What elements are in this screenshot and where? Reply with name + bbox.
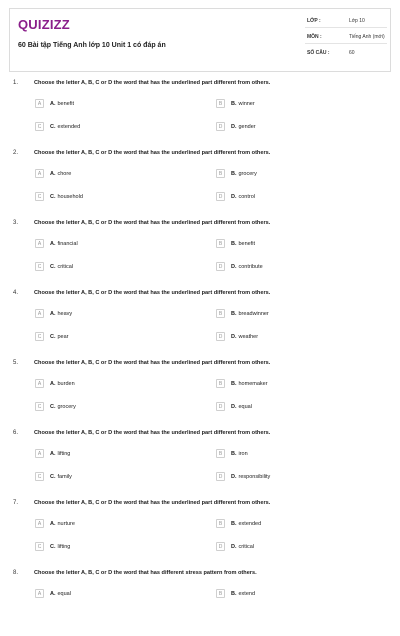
option-letter: D.: [231, 123, 237, 130]
meta-count: [305, 45, 387, 59]
option-checkbox[interactable]: A: [35, 379, 44, 388]
option-text: grocery: [57, 403, 76, 410]
question-number: 1.: [13, 80, 19, 86]
option-checkbox[interactable]: D: [216, 402, 225, 411]
option-letter: D.: [231, 403, 237, 410]
option-letter: B.: [231, 380, 237, 387]
option-checkbox[interactable]: B: [216, 379, 225, 388]
option-checkbox[interactable]: B: [216, 589, 225, 598]
answer-option[interactable]: [216, 472, 376, 484]
option-label: [231, 404, 252, 410]
option-label: [231, 521, 261, 527]
option-checkbox[interactable]: B: [216, 519, 225, 528]
question-item: [0, 566, 400, 636]
meta-subject: [305, 29, 387, 44]
question-item: [0, 146, 400, 216]
option-label: [231, 241, 255, 247]
meta-count-key: SỐ CÂU :: [307, 50, 330, 56]
option-label: [50, 101, 74, 107]
option-text: homemaker: [238, 380, 268, 387]
option-checkbox[interactable]: A: [35, 519, 44, 528]
option-checkbox[interactable]: D: [216, 192, 225, 201]
option-letter: A.: [50, 170, 56, 177]
option-checkbox[interactable]: C: [35, 122, 44, 131]
option-label: [50, 124, 80, 130]
option-letter: A.: [50, 520, 56, 527]
option-letter: B.: [231, 590, 237, 597]
answer-option[interactable]: [216, 379, 376, 391]
question-text: Choose the letter A, B, C or D the word that has the underlined part different from others.: [34, 500, 271, 506]
answer-option[interactable]: [35, 309, 195, 321]
question-number: 4.: [13, 290, 19, 296]
option-text: control: [238, 193, 256, 200]
option-text: critical: [57, 263, 74, 270]
option-label: [50, 171, 71, 177]
answer-option[interactable]: [35, 192, 195, 204]
question-text: Choose the letter A, B, C or D the word that has different stress pattern from others.: [34, 570, 257, 576]
option-label: [50, 544, 70, 550]
option-label: [231, 101, 255, 107]
answer-option[interactable]: [35, 449, 195, 461]
answer-option[interactable]: [35, 589, 195, 601]
question-item: [0, 496, 400, 566]
option-checkbox[interactable]: A: [35, 169, 44, 178]
option-checkbox[interactable]: A: [35, 309, 44, 318]
option-text: nurture: [57, 520, 75, 527]
answer-option[interactable]: [216, 542, 376, 554]
option-checkbox[interactable]: C: [35, 402, 44, 411]
option-label: [50, 311, 72, 317]
option-checkbox[interactable]: A: [35, 239, 44, 248]
option-label: [50, 241, 78, 247]
answer-option[interactable]: [35, 379, 195, 391]
worksheet-header: [9, 8, 391, 72]
option-checkbox[interactable]: D: [216, 122, 225, 131]
option-text: burden: [57, 380, 75, 387]
option-letter: B.: [231, 100, 237, 107]
option-checkbox[interactable]: B: [216, 239, 225, 248]
option-text: lifting: [57, 450, 71, 457]
option-text: financial: [57, 240, 78, 247]
question-item: [0, 426, 400, 496]
meta-subject-value: Tiếng Anh (mới): [349, 34, 385, 40]
answer-option[interactable]: [216, 262, 376, 274]
option-text: pear: [57, 333, 69, 340]
answer-option[interactable]: [216, 332, 376, 344]
question-text: Choose the letter A, B, C or D the word that has the underlined part different from others.: [34, 80, 271, 86]
option-text: critical: [238, 543, 255, 550]
option-letter: C.: [50, 193, 56, 200]
answer-option[interactable]: [216, 449, 376, 461]
question-item: [0, 286, 400, 356]
option-letter: B.: [231, 310, 237, 317]
answer-option[interactable]: [35, 332, 195, 344]
option-text: iron: [238, 450, 248, 457]
option-letter: A.: [50, 240, 56, 247]
answer-option[interactable]: [216, 169, 376, 181]
option-checkbox[interactable]: C: [35, 472, 44, 481]
option-label: [231, 264, 263, 270]
quizizz-logo: QUIZIZZ: [18, 17, 70, 32]
option-label: [50, 521, 75, 527]
option-letter: A.: [50, 100, 56, 107]
option-text: benefit: [238, 240, 256, 247]
answer-option[interactable]: [216, 519, 376, 531]
option-checkbox[interactable]: D: [216, 332, 225, 341]
option-letter: B.: [231, 240, 237, 247]
meta-grade: [305, 13, 387, 28]
option-label: [50, 474, 72, 480]
answer-option[interactable]: [35, 262, 195, 274]
option-text: household: [57, 193, 83, 200]
option-text: chore: [57, 170, 72, 177]
question-number: 8.: [13, 570, 19, 576]
answer-option[interactable]: [35, 169, 195, 181]
question-number: 3.: [13, 220, 19, 226]
option-letter: D.: [231, 263, 237, 270]
option-letter: C.: [50, 543, 56, 550]
question-item: [0, 76, 400, 146]
option-letter: D.: [231, 543, 237, 550]
answer-option[interactable]: [35, 472, 195, 484]
answer-option[interactable]: [35, 402, 195, 414]
option-label: [50, 591, 71, 597]
option-label: [231, 334, 258, 340]
question-item: [0, 216, 400, 286]
option-text: heavy: [57, 310, 73, 317]
question-text: Choose the letter A, B, C or D the word that has the underlined part different from others.: [34, 290, 271, 296]
worksheet-title: 60 Bài tập Tiếng Anh lớp 10 Unit 1 có đáp án: [18, 42, 166, 49]
option-text: breadwinner: [238, 310, 269, 317]
option-label: [50, 334, 69, 340]
option-checkbox[interactable]: D: [216, 262, 225, 271]
option-text: benefit: [57, 100, 75, 107]
option-text: extended: [238, 520, 262, 527]
question-text: Choose the letter A, B, C or D the word that has the underlined part different from others.: [34, 220, 271, 226]
option-letter: C.: [50, 333, 56, 340]
option-checkbox[interactable]: B: [216, 169, 225, 178]
option-letter: C.: [50, 403, 56, 410]
option-text: responsibility: [238, 473, 271, 480]
option-text: grocery: [238, 170, 257, 177]
option-label: [50, 451, 70, 457]
option-checkbox[interactable]: C: [35, 192, 44, 201]
option-letter: B.: [231, 450, 237, 457]
option-checkbox[interactable]: B: [216, 449, 225, 458]
option-letter: C.: [50, 263, 56, 270]
question-text: Choose the letter A, B, C or D the word that has the underlined part different from others.: [34, 360, 271, 366]
option-checkbox[interactable]: C: [35, 262, 44, 271]
option-checkbox[interactable]: A: [35, 449, 44, 458]
answer-option[interactable]: [216, 192, 376, 204]
option-checkbox[interactable]: C: [35, 542, 44, 551]
answer-option[interactable]: [35, 99, 195, 111]
question-text: Choose the letter A, B, C or D the word that has the underlined part different from others.: [34, 150, 271, 156]
question-number: 7.: [13, 500, 19, 506]
option-label: [231, 124, 256, 130]
option-letter: A.: [50, 380, 56, 387]
answer-option[interactable]: [35, 239, 195, 251]
option-label: [231, 544, 254, 550]
option-letter: A.: [50, 310, 56, 317]
meta-grade-key: LỚP :: [307, 18, 321, 24]
option-label: [231, 311, 269, 317]
option-letter: A.: [50, 590, 56, 597]
option-label: [231, 381, 268, 387]
option-text: equal: [57, 590, 71, 597]
option-text: equal: [238, 403, 252, 410]
option-text: lifting: [57, 543, 71, 550]
answer-option[interactable]: [216, 309, 376, 321]
option-checkbox[interactable]: B: [216, 309, 225, 318]
option-label: [231, 171, 257, 177]
option-label: [231, 591, 255, 597]
meta-subject-key: MÔN :: [307, 34, 322, 40]
option-letter: D.: [231, 473, 237, 480]
option-letter: B.: [231, 170, 237, 177]
option-text: gender: [238, 123, 256, 130]
answer-option[interactable]: [216, 99, 376, 111]
question-number: 5.: [13, 360, 19, 366]
option-text: extended: [57, 123, 81, 130]
answer-option[interactable]: [35, 122, 195, 134]
option-label: [50, 381, 75, 387]
option-checkbox[interactable]: D: [216, 542, 225, 551]
option-letter: A.: [50, 450, 56, 457]
option-letter: C.: [50, 473, 56, 480]
answer-option[interactable]: [216, 239, 376, 251]
option-label: [50, 194, 83, 200]
option-label: [50, 264, 73, 270]
option-letter: D.: [231, 333, 237, 340]
option-text: family: [57, 473, 72, 480]
option-checkbox[interactable]: C: [35, 332, 44, 341]
option-checkbox[interactable]: A: [35, 99, 44, 108]
option-checkbox[interactable]: A: [35, 589, 44, 598]
option-label: [231, 474, 270, 480]
option-label: [231, 451, 248, 457]
option-label: [231, 194, 255, 200]
option-letter: D.: [231, 193, 237, 200]
answer-option[interactable]: [216, 122, 376, 134]
option-checkbox[interactable]: B: [216, 99, 225, 108]
option-letter: C.: [50, 123, 56, 130]
option-text: weather: [238, 333, 259, 340]
option-letter: B.: [231, 520, 237, 527]
option-label: [50, 404, 76, 410]
question-number: 6.: [13, 430, 19, 436]
answer-option[interactable]: [216, 589, 376, 601]
answer-option[interactable]: [35, 519, 195, 531]
question-item: [0, 356, 400, 426]
meta-count-value: 60: [349, 50, 355, 56]
question-text: Choose the letter A, B, C or D the word that has the underlined part different from others.: [34, 430, 271, 436]
answer-option[interactable]: [35, 542, 195, 554]
meta-grade-value: Lớp 10: [349, 18, 365, 24]
option-text: extend: [238, 590, 256, 597]
option-text: contribute: [238, 263, 263, 270]
answer-option[interactable]: [216, 402, 376, 414]
option-text: winner: [238, 100, 255, 107]
question-number: 2.: [13, 150, 19, 156]
option-checkbox[interactable]: D: [216, 472, 225, 481]
